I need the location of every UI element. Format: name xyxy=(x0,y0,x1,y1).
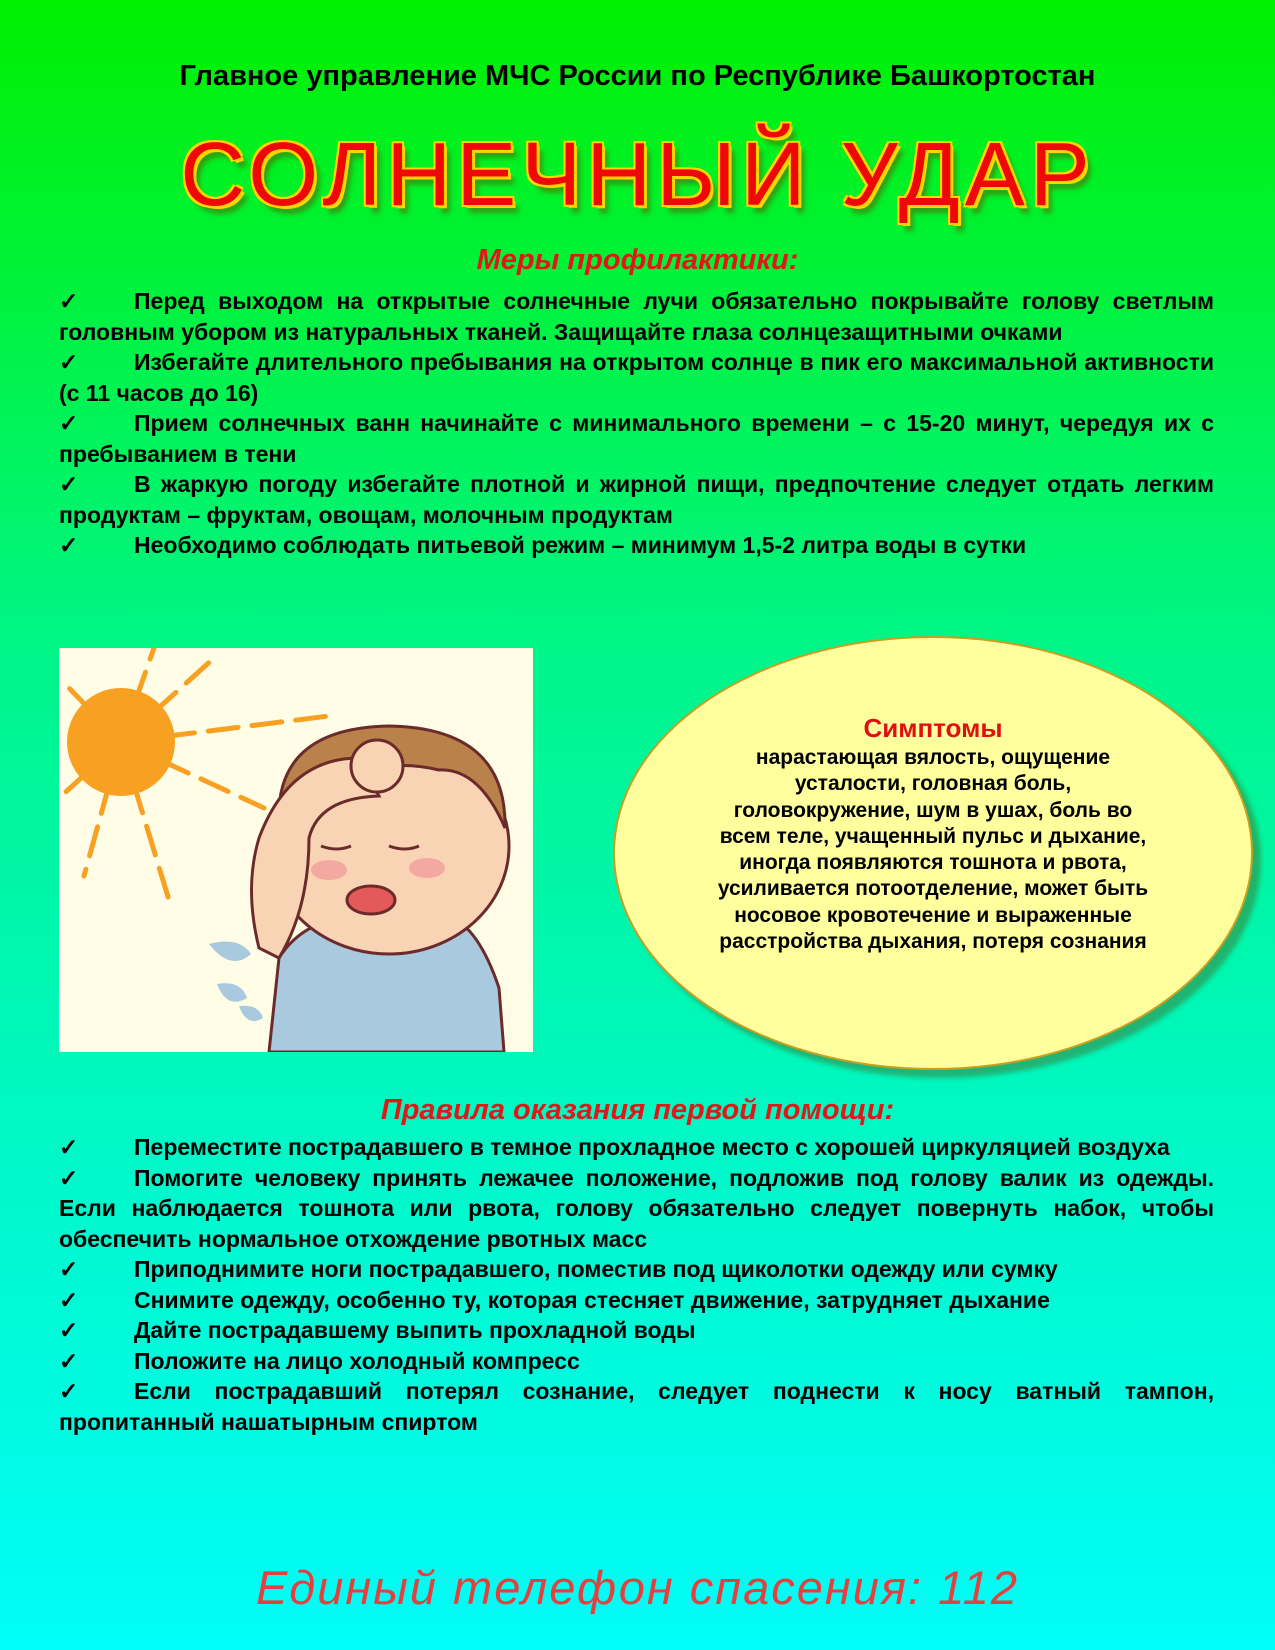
check-icon: ✓ xyxy=(59,1164,79,1191)
prevention-list xyxy=(59,286,1214,561)
check-icon: ✓ xyxy=(59,1378,79,1404)
list-item: ✓ Приподнимите ноги пострадавшего, поместив под щиколотки одежду или сумку xyxy=(59,1254,1214,1285)
symptoms-title: Симптомы xyxy=(863,713,1003,743)
organization-title: Главное управление МЧС России по Республике Башкортостан xyxy=(179,60,1096,92)
check-icon: ✓ xyxy=(59,1256,79,1282)
list-item: ✓ Помогите человеку принять лежачее положение, подложив под голову валик из одежды. Если наблюдается тошнота или рвота, голову обязательно следует повернуть набок, чтобы обеспечить нормальное отхождение рвотных масс xyxy=(59,1164,1214,1252)
poster-title: СОЛНЕЧНЫЙ УДАР xyxy=(180,125,1095,225)
sunstroke-illustration xyxy=(59,648,533,1052)
first-aid-heading: Правила оказания первой помощи: xyxy=(380,1094,895,1126)
emergency-phone: Единый телефон спасения: 112 xyxy=(255,1561,1020,1614)
list-item: ✓ Перед выходом на открытые солнечные лучи обязательно покрывайте голову светлым головным убором из натуральных тканей. Защищайте глаза солнцезащитными очками xyxy=(59,288,1214,345)
list-item: ✓ Прием солнечных ванн начинайте с минимального времени – с 15-20 минут, чередуя их с пребыванием в тени xyxy=(59,410,1214,467)
check-icon: ✓ xyxy=(59,410,79,436)
check-icon: ✓ xyxy=(59,1317,79,1343)
list-item: ✓ Если пострадавший потерял сознание, следует поднести к носу ватный тампон, пропитанный нашатырным спиртом xyxy=(59,1378,1214,1435)
check-icon: ✓ xyxy=(59,1286,79,1313)
list-item: ✓ Положите на лицо холодный компресс xyxy=(59,1346,1214,1377)
list-item: ✓ В жаркую погоду избегайте плотной и жирной пищи, предпочтение следует отдать легким продуктам – фруктам, овощам, молочным продуктам xyxy=(59,471,1214,528)
check-icon: ✓ xyxy=(59,1347,79,1374)
check-icon: ✓ xyxy=(59,1134,79,1160)
list-item: ✓ Переместите пострадавшего в темное прохладное место с хорошей циркуляцией воздуха xyxy=(59,1132,1214,1163)
check-icon: ✓ xyxy=(59,532,79,558)
list-item: ✓ Избегайте длительного пребывания на открытом солнце в пик его максимальной активности (с 11 часов до 16) xyxy=(59,349,1214,406)
check-icon: ✓ xyxy=(59,471,79,497)
list-item: ✓ Снимите одежду, особенно ту, которая стесняет движение, затрудняет дыхание xyxy=(59,1285,1214,1316)
list-item: ✓ Необходимо соблюдать питьевой режим – минимум 1,5-2 литра воды в сутки xyxy=(59,530,1214,561)
list-item: ✓ Дайте пострадавшему выпить прохладной воды xyxy=(59,1315,1214,1346)
check-icon: ✓ xyxy=(59,349,79,375)
sun-and-boy-icon xyxy=(59,648,533,1052)
first-aid-list xyxy=(59,1132,1214,1437)
prevention-heading: Меры профилактики: xyxy=(476,244,799,276)
check-icon: ✓ xyxy=(59,288,79,314)
symptoms-text: нарастающая вялость, ощущение усталости, головная боль, головокружение, шум в ушах, боль во всем теле, учащенный пульс и дыхание, иногда появляются тошнота и рвота, усиливается потоотделение, может быть носовое кровотечение и выраженные расстройства дыхания, потеря сознания xyxy=(717,746,1149,954)
